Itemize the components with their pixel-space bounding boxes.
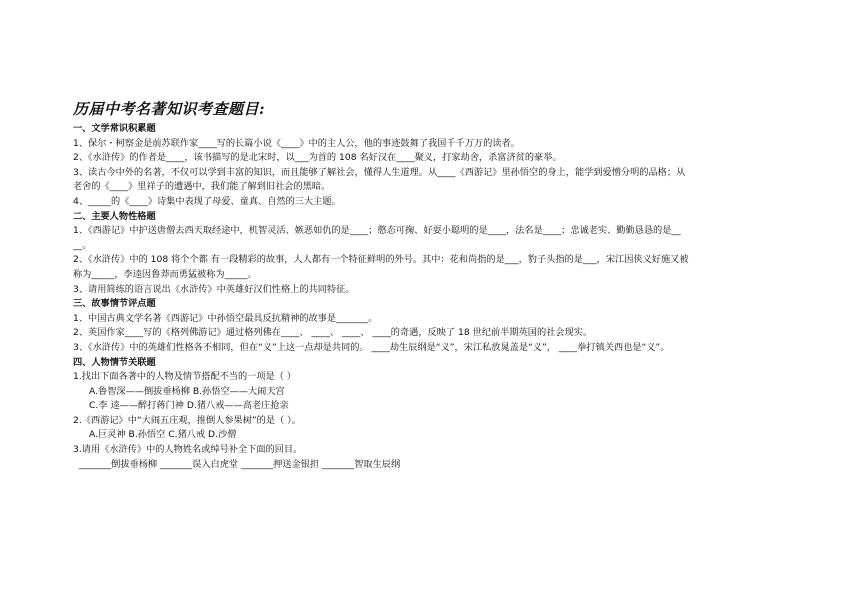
question-line: 1、保尔・柯察金是前苏联作家____写的长篇小说《____》中的主人公，他的事迹鼓舞了我国千千万万的读者。 — [73, 137, 520, 149]
question-line: 3.请用《水浒传》中的人物姓名或绰号补全下面的回目。 — [73, 444, 303, 456]
question-line: 2.《西游记》中“大闹五庄观，推倒人参果树”的是（ ）。 — [73, 414, 301, 426]
question-line: 1、中国古典文学名著《西游记》中孙悟空最具反抗精神的故事是_______。 — [73, 312, 378, 324]
section-heading: 三、故事情节评点题 — [73, 298, 156, 310]
question-line: 2、英国作家____写的《格列佛游记》通过格列佛在____、 ____、 ____、 ____的奇遇，反映了 18 世纪前半期英国的社会现实。 — [73, 327, 593, 339]
question-line: 2、《水浒传》的作者是____，该书描写的是北宋时，以___为首的 108 名好汉在____聚义，打家劫舍，杀富济贫的豪举。 — [73, 152, 562, 164]
question-line: __。 — [73, 239, 92, 251]
question-line: 3、读古今中外的名著，不仅可以学到丰富的知识，而且能够了解社会，懂得人生道理。从____《西游记》里孙悟空的身上，能学到爱憎分明的品格；从 — [73, 166, 686, 178]
answer-option: C.李 逵——醉打蒋门神 D.猪八戒——高老庄抢亲 — [89, 400, 289, 412]
question-line: 1.找出下面各著中的人物及情节搭配不当的一项是（ ） — [73, 371, 296, 383]
question-line: 称为_____，李逵因鲁莽而勇猛被称为_____。 — [73, 268, 257, 280]
question-line: 老舍的《____》里祥子的遭遇中，我们能了解到旧社会的黑暗。 — [73, 181, 331, 193]
section-heading: 四、人物情节关联题 — [73, 356, 156, 368]
question-line: 2、《水浒传》中的 108 将个个都 有一段精彩的故事，人人都有一个特征鲜明的外号。其中：花和尚指的是___，豹子头指的是___，宋江因侠义好施又被 — [73, 254, 689, 266]
section-heading: 一、文学常识积累题 — [73, 123, 156, 134]
question-line: 3、请用简练的语言说出《水浒传》中英雄好汉们性格上的共同特征。 — [73, 283, 355, 295]
answer-option: A.鲁智深——倒拔垂杨柳 B.孙悟空——大闹天宫 — [89, 385, 285, 397]
answer-option: A.巨灵神 B.孙悟空 C.猪八戒 D.沙僧 — [89, 429, 237, 441]
question-list — [73, 122, 793, 472]
page-title: 历届中考名著知识考查题目: — [73, 100, 266, 118]
section-heading: 二、主要人物性格题 — [73, 210, 156, 222]
fill-blank-row: _______倒拔垂杨柳 _______误入白虎堂 _______押送金银担 _______智取生辰纲 — [79, 458, 401, 470]
question-line: 3、《水浒传》中的英雄们性格各不相同，但在“义”上这一点却是共同的。 ____劫生辰纲是“义”，宋江私放晁盖是“义”， ____拳打镇关西也是“义”。 — [73, 341, 670, 353]
question-line: 1、《西游记》中护送唐僧去西天取经途中，机智灵活、嫉恶如仇的是____；憨态可掬、好耍小聪明的是____，法名是____；忠诚老实、勤勤恳恳的是__ — [73, 225, 681, 237]
question-line: 4、_____的《____》诗集中表现了母爱、童真、自然的三大主题。 — [73, 195, 341, 207]
